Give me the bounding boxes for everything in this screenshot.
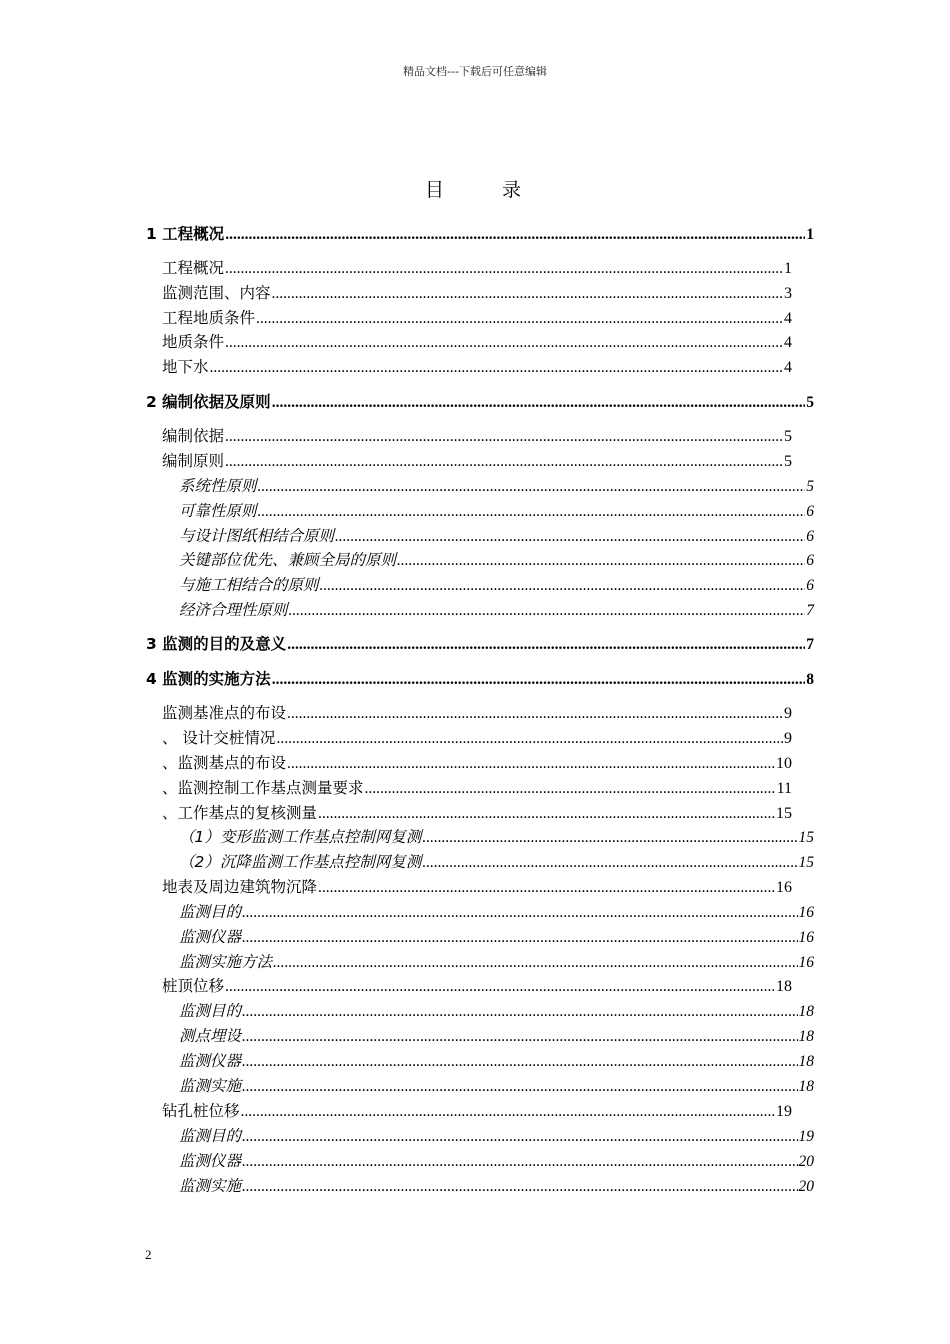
- toc-leader: [225, 258, 783, 280]
- toc-page-number: 19: [776, 1103, 792, 1120]
- toc-leader: [397, 550, 805, 572]
- toc-entry-text: 经济合理性原则: [179, 601, 288, 619]
- toc-entry-sub[interactable]: [179, 826, 814, 848]
- toc-entry-text: 工程概况: [162, 259, 225, 277]
- toc-entry-sub[interactable]: [179, 599, 814, 621]
- toc-entry-text: 监测实施: [179, 1077, 242, 1095]
- toc-page-number: 4: [784, 310, 792, 327]
- toc-entry-sub[interactable]: [179, 1075, 814, 1097]
- toc-leader: [422, 852, 797, 874]
- toc-page-number: 4: [784, 334, 792, 351]
- toc-entry-text: 4 监测的实施方法: [146, 670, 271, 688]
- toc-entry-text: 、监测控制工作基点测量要求: [162, 779, 364, 797]
- toc-page-number: 6: [806, 503, 814, 520]
- toc-entry[interactable]: [162, 752, 792, 774]
- toc-leader: [335, 526, 805, 548]
- toc-page-number: 16: [798, 904, 814, 921]
- toc-page-number: 6: [806, 577, 814, 594]
- toc-leader: [289, 600, 806, 622]
- toc-page-number: 5: [784, 428, 792, 445]
- toc-entry-text: 系统性原则: [179, 477, 257, 495]
- toc-entry-text: 1 工程概况: [146, 225, 225, 243]
- toc-entry-sub[interactable]: [179, 1025, 814, 1047]
- toc-entry-text: 3 监测的目的及意义: [146, 635, 287, 653]
- toc-leader: [258, 476, 806, 498]
- toc-entry-text: 2 编制依据及原则: [146, 393, 271, 411]
- toc-leader: [210, 357, 783, 379]
- toc-entry-sub[interactable]: [179, 901, 814, 923]
- toc-page-number: 15: [798, 829, 814, 846]
- toc-page-number: 1: [784, 260, 792, 277]
- toc-page-number: 20: [798, 1178, 814, 1195]
- toc-entry-text: 关键部位优先、兼顾全局的原则: [179, 551, 397, 569]
- toc-entry-text: 与施工相结合的原则: [179, 576, 319, 594]
- toc-entry-text: 监测目的: [179, 1002, 242, 1020]
- toc-entry-text: 监测范围、内容: [162, 284, 271, 302]
- toc-entry-text: 监测仪器: [179, 1052, 242, 1070]
- toc-entry-text: 钻孔桩位移: [162, 1102, 240, 1120]
- toc-entry-text: 监测目的: [179, 903, 242, 921]
- toc-leader: [365, 778, 776, 800]
- toc-page-number: 18: [798, 1028, 814, 1045]
- toc-page-number: 15: [798, 854, 814, 871]
- toc-entry-text: 监测基准点的布设: [162, 704, 287, 722]
- toc-page-number: 20: [798, 1153, 814, 1170]
- toc-page-number: 1: [806, 226, 814, 243]
- page-number: 2: [145, 1247, 152, 1262]
- toc-entry-sub[interactable]: [179, 1150, 814, 1172]
- toc-entry-text: 监测实施: [179, 1177, 242, 1195]
- toc-entry-text: 工程地质条件: [162, 309, 256, 327]
- toc-title: 目 录: [424, 179, 548, 201]
- toc-page-number: 19: [798, 1128, 814, 1145]
- toc-leader: [276, 728, 783, 750]
- toc-leader: [242, 1026, 797, 1048]
- toc-entry-sub[interactable]: [179, 1050, 814, 1072]
- toc-entry-text: 地下水: [162, 358, 209, 376]
- toc-leader: [272, 392, 806, 414]
- toc-page-number: 7: [806, 602, 814, 619]
- toc-entry-text: 可靠性原则: [179, 502, 257, 520]
- toc-page-number: 6: [806, 528, 814, 545]
- toc-entry-sub[interactable]: [179, 500, 814, 522]
- toc-leader: [225, 451, 783, 473]
- toc-entry-text: （1）变形监测工作基点控制网复测: [179, 828, 422, 846]
- toc-page-number: 5: [784, 453, 792, 470]
- toc-entry-text: 监测实施方法: [179, 953, 273, 971]
- toc-leader: [272, 283, 783, 305]
- toc-entry-section[interactable]: [146, 391, 814, 413]
- toc-leader: [242, 1001, 797, 1023]
- toc-leader: [242, 1076, 797, 1098]
- toc-entry[interactable]: [162, 425, 792, 447]
- toc-leader: [287, 634, 805, 656]
- toc-entry[interactable]: [162, 702, 792, 724]
- toc-page-number: 18: [776, 978, 792, 995]
- toc-entry-text: 监测仪器: [179, 1152, 242, 1170]
- toc-entry-text: 监测目的: [179, 1127, 242, 1145]
- toc-entry[interactable]: [162, 257, 792, 279]
- toc-leader: [242, 927, 797, 949]
- toc-entry-sub[interactable]: [179, 1000, 814, 1022]
- toc-entry-section[interactable]: [146, 668, 814, 690]
- page-header: 精品文档---下载后可任意编辑: [403, 65, 547, 78]
- toc-page-number: 5: [806, 478, 814, 495]
- toc-page-number: 15: [776, 805, 792, 822]
- toc-leader: [273, 952, 797, 974]
- toc-leader: [242, 902, 797, 924]
- toc-leader: [242, 1126, 797, 1148]
- toc-leader: [287, 753, 775, 775]
- toc-page-number: 16: [798, 954, 814, 971]
- toc-entry-sub[interactable]: [179, 926, 814, 948]
- toc-page-number: 5: [806, 394, 814, 411]
- toc-entry-text: 测点埋设: [179, 1027, 242, 1045]
- toc-entry-sub[interactable]: [179, 1175, 814, 1197]
- toc-entry-section[interactable]: [146, 633, 814, 655]
- toc-page-number: 18: [798, 1053, 814, 1070]
- toc-entry[interactable]: [162, 307, 792, 329]
- toc-entry[interactable]: [162, 1100, 792, 1122]
- toc-entry-text: 编制原则: [162, 452, 225, 470]
- toc-leader: [225, 976, 775, 998]
- toc-entry-sub[interactable]: [179, 851, 814, 873]
- toc-entry[interactable]: [162, 802, 792, 824]
- toc-page-number: 6: [806, 552, 814, 569]
- toc-entry-text: 地质条件: [162, 333, 225, 351]
- toc-page-number: 7: [806, 636, 814, 653]
- toc-page-number: 16: [798, 929, 814, 946]
- toc-leader: [318, 877, 775, 899]
- toc-leader: [242, 1051, 797, 1073]
- toc-entry[interactable]: [162, 331, 792, 353]
- toc-entry-sub[interactable]: [179, 951, 814, 973]
- toc-leader: [272, 669, 806, 691]
- toc-page-number: 4: [784, 359, 792, 376]
- toc-leader: [242, 1151, 797, 1173]
- toc-leader: [258, 501, 806, 523]
- toc-entry-text: 监测仪器: [179, 928, 242, 946]
- toc-entry[interactable]: [162, 450, 792, 472]
- toc-page-number: 8: [806, 671, 814, 688]
- toc-page-number: 9: [784, 705, 792, 722]
- toc-leader: [225, 426, 783, 448]
- toc-leader: [422, 827, 797, 849]
- toc-entry-text: （2）沉降监测工作基点控制网复测: [179, 853, 422, 871]
- toc-leader: [242, 1176, 797, 1198]
- toc-entry-text: 、工作基点的复核测量: [162, 804, 318, 822]
- toc-entry[interactable]: [162, 975, 792, 997]
- toc-page-number: 9: [784, 730, 792, 747]
- toc-entry-sub[interactable]: [179, 525, 814, 547]
- toc-page-number: 11: [776, 780, 792, 797]
- toc-leader: [287, 703, 783, 725]
- toc-leader: [256, 308, 783, 330]
- toc-entry-sub[interactable]: [179, 475, 814, 497]
- toc-entry-text: 、监测基点的布设: [162, 754, 287, 772]
- toc-entry-text: 桩顶位移: [162, 977, 225, 995]
- toc-leader: [320, 575, 806, 597]
- toc-leader: [318, 803, 775, 825]
- toc-entry[interactable]: [162, 777, 792, 799]
- toc-page-number: 18: [798, 1003, 814, 1020]
- toc-entry[interactable]: [162, 876, 792, 898]
- toc-page-number: 3: [784, 285, 792, 302]
- toc-entry[interactable]: [162, 727, 792, 749]
- toc-leader: [225, 224, 805, 246]
- toc-leader: [241, 1101, 775, 1123]
- toc-entry-text: 编制依据: [162, 427, 225, 445]
- toc-entry-sub[interactable]: [179, 1125, 814, 1147]
- toc-entry[interactable]: [162, 356, 792, 378]
- toc-entry-section[interactable]: [146, 223, 814, 245]
- toc-entry-text: 、 设计交桩情况: [162, 729, 276, 747]
- toc-leader: [225, 332, 783, 354]
- toc-page-number: 16: [776, 879, 792, 896]
- toc-entry-text: 地表及周边建筑物沉降: [162, 878, 318, 896]
- toc-entry-text: 与设计图纸相结合原则: [179, 527, 335, 545]
- toc-entry[interactable]: [162, 282, 792, 304]
- toc-page-number: 18: [798, 1078, 814, 1095]
- toc-entry-sub[interactable]: [179, 574, 814, 596]
- toc-page-number: 10: [776, 755, 792, 772]
- toc-entry-sub[interactable]: [179, 549, 814, 571]
